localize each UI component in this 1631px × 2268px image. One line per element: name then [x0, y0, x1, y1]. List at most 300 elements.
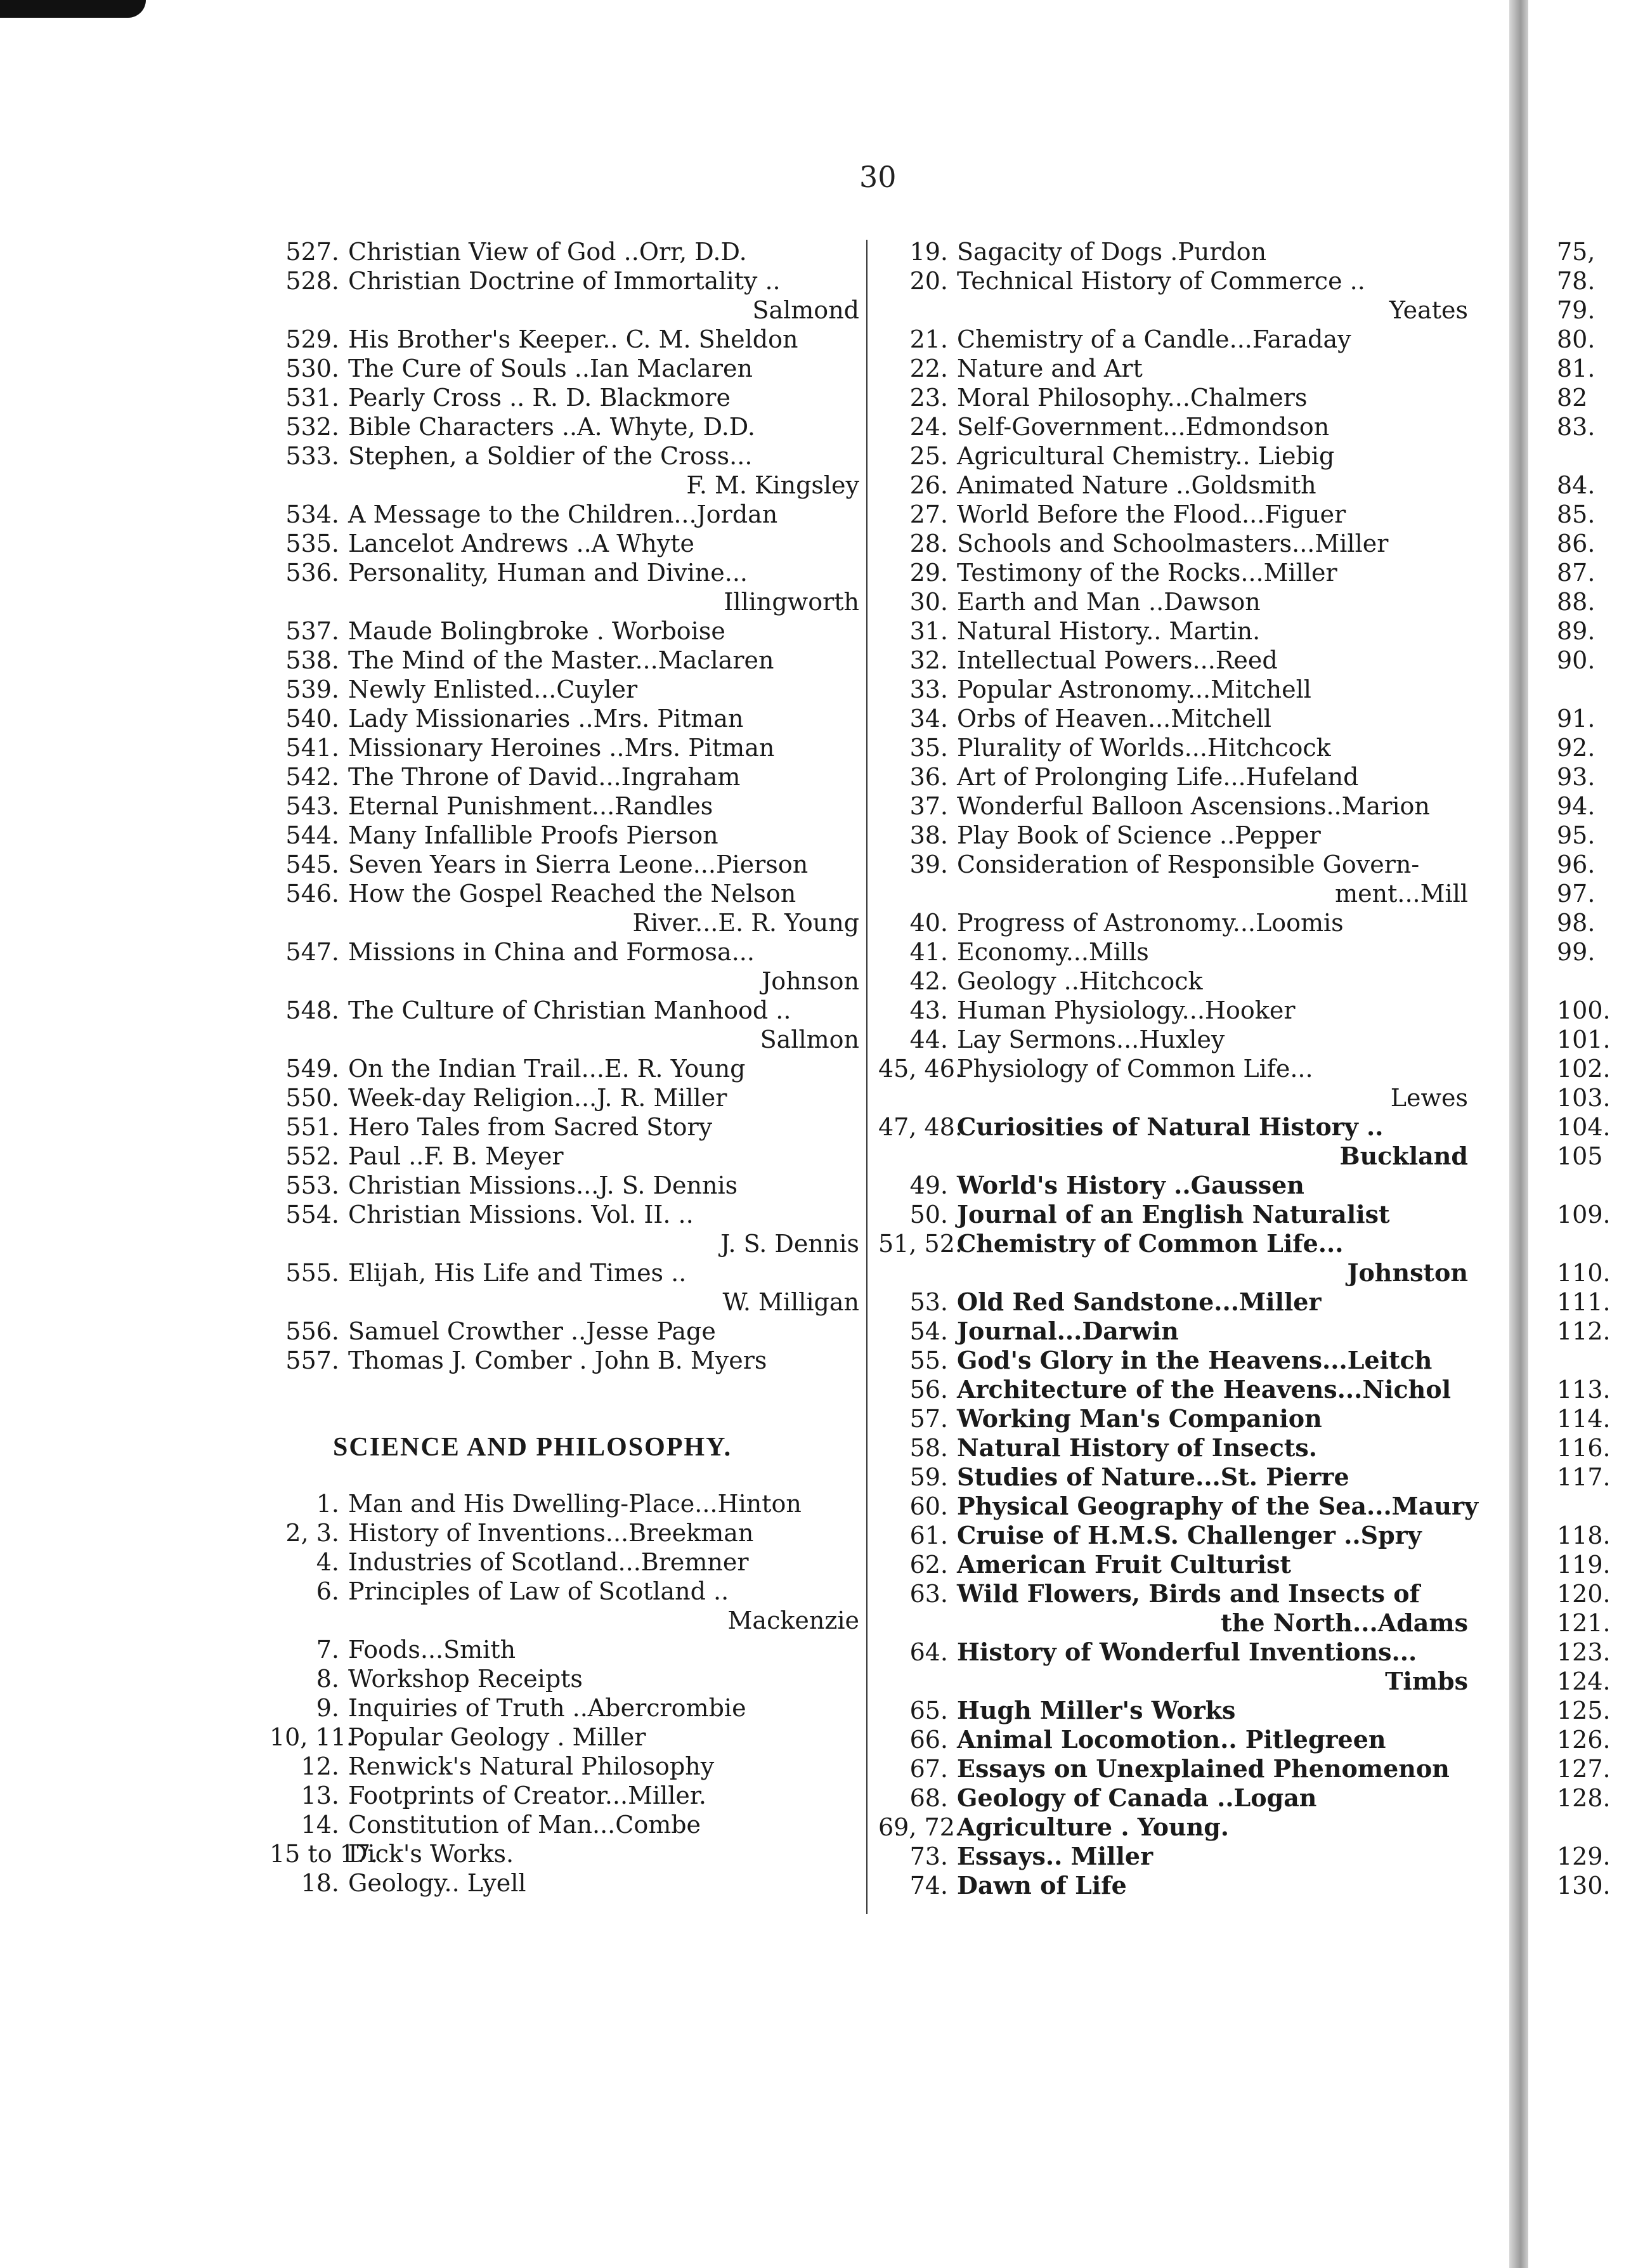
- entry-number: 33.: [909, 675, 948, 703]
- catalogue-entry: [270, 1489, 859, 1518]
- entry-title: The Cure of Souls ..Ian Maclaren: [348, 355, 753, 382]
- entry-title: Many Infallible Proofs Pierson: [348, 821, 718, 849]
- entry-title: Pearly Cross .. R. D. Blackmore: [348, 384, 731, 412]
- entry-title: Architecture of the Heavens...Nichol: [957, 1375, 1452, 1404]
- entry-title: Foods...Smith: [348, 1636, 516, 1664]
- entry-number: 59.: [909, 1463, 948, 1491]
- entry-number: 44.: [909, 1026, 948, 1053]
- entry-title: How the Gospel Reached the Nelson: [348, 880, 796, 908]
- cut-off-entry-number: 105: [1557, 1142, 1603, 1170]
- entry-number: 545.: [285, 850, 339, 878]
- catalogue-entry: [878, 1871, 1468, 1900]
- entry-number: 535.: [285, 530, 339, 557]
- catalogue-entry: [878, 1463, 1468, 1492]
- entry-number: 26.: [909, 471, 948, 499]
- cut-off-entry-number: 127.: [1557, 1755, 1611, 1783]
- entry-number: 51, 52.: [878, 1230, 963, 1258]
- entry-title: Economy...Mills: [957, 938, 1149, 966]
- catalogue-entry: [878, 441, 1468, 471]
- catalogue-entry: [270, 529, 859, 558]
- entry-number: 50.: [909, 1201, 948, 1228]
- catalogue-entry: [878, 1725, 1468, 1754]
- catalogue-entry: [878, 587, 1468, 616]
- catalogue-entry: [878, 1433, 1468, 1463]
- cut-off-entry-number: [1557, 441, 1631, 471]
- entry-number: 40.: [909, 909, 948, 937]
- entry-title: Journal...Darwin: [957, 1317, 1179, 1345]
- catalogue-entry: [878, 733, 1468, 762]
- cut-off-entry-number: 112.: [1557, 1317, 1611, 1345]
- cut-off-entry-number: 91.: [1557, 705, 1595, 733]
- entry-number: 2, 3.: [285, 1519, 339, 1547]
- entry-number: 23.: [909, 384, 948, 412]
- catalogue-entry: [270, 1142, 859, 1171]
- cut-off-entry-number: 89.: [1557, 617, 1595, 645]
- entry-number: 551.: [285, 1113, 339, 1141]
- catalogue-entry: [270, 616, 859, 646]
- entry-title: Stephen, a Soldier of the Cross...: [348, 442, 753, 470]
- cut-off-entry-number: [1557, 1492, 1631, 1521]
- entry-number: 15 to 17.: [270, 1840, 379, 1868]
- catalogue-entry: [878, 1200, 1468, 1229]
- cut-off-entry-number: 75,: [1557, 238, 1595, 266]
- cut-off-entry-number: [1557, 675, 1631, 704]
- entry-number: 41.: [909, 938, 948, 966]
- entry-title: Maude Bolingbroke . Worboise: [348, 617, 725, 645]
- catalogue-entry: [270, 1083, 859, 1112]
- middle-column: [878, 237, 1479, 1900]
- entry-title: Intellectual Powers...Reed: [957, 646, 1278, 674]
- entry-author-continuation: Lewes: [1390, 1084, 1468, 1112]
- entry-title: Popular Astronomy...Mitchell: [957, 675, 1311, 703]
- entry-title: His Brother's Keeper.. C. M. Sheldon: [348, 325, 798, 353]
- cut-off-entry-number: 109.: [1557, 1201, 1611, 1228]
- catalogue-entry: [270, 1518, 859, 1548]
- entry-author-continuation: Timbs: [1385, 1667, 1468, 1695]
- entry-title: Earth and Man ..Dawson: [957, 588, 1261, 616]
- catalogue-entry: [270, 821, 859, 850]
- entry-number: 22.: [909, 355, 948, 382]
- cut-off-entry-number: 117.: [1557, 1463, 1611, 1491]
- entry-author-continuation: Sallmon: [760, 1026, 859, 1053]
- entry-title: Cruise of H.M.S. Challenger ..Spry: [957, 1521, 1422, 1549]
- catalogue-entry: [878, 762, 1468, 792]
- entry-author-continuation: W. Milligan: [722, 1288, 859, 1316]
- entry-title: Renwick's Natural Philosophy: [348, 1752, 715, 1780]
- entry-title: Old Red Sandstone...Miller: [957, 1287, 1322, 1316]
- entry-title: Christian Missions. Vol. II. ..: [348, 1201, 694, 1228]
- catalogue-entry: [270, 237, 859, 266]
- entry-number: 542.: [285, 763, 339, 791]
- cut-off-entry-number: 121.: [1557, 1609, 1611, 1637]
- entry-number: 553.: [285, 1171, 339, 1199]
- entry-number: 12.: [301, 1752, 339, 1780]
- entry-number: 61.: [909, 1522, 948, 1549]
- catalogue-entry: [878, 1783, 1468, 1813]
- entry-title: Christian View of God ..Orr, D.D.: [348, 238, 747, 266]
- catalogue-entry: [878, 967, 1468, 996]
- entry-author-continuation: River...E. R. Young: [632, 909, 859, 937]
- catalogue-entry: [878, 646, 1468, 675]
- entry-author-continuation: ment...Mill: [1335, 880, 1468, 908]
- entry-number: 31.: [909, 617, 948, 645]
- entry-author-continuation: Johnson: [762, 967, 859, 995]
- entry-title: Wonderful Balloon Ascensions..Marion: [957, 792, 1430, 820]
- left-column: [270, 237, 859, 1898]
- cut-off-entry-number: 96.: [1557, 850, 1595, 878]
- catalogue-entry: [270, 792, 859, 821]
- entry-number: 541.: [285, 734, 339, 762]
- entry-title: Agricultural Chemistry.. Liebig: [957, 442, 1335, 470]
- cut-off-entry-number: [1557, 1171, 1631, 1200]
- entry-title: Constitution of Man...Combe: [348, 1811, 701, 1839]
- entry-title: World Before the Flood...Figuer: [957, 500, 1346, 528]
- catalogue-entry: [878, 1638, 1468, 1696]
- catalogue-entry: [270, 675, 859, 704]
- entry-number: 556.: [285, 1317, 339, 1345]
- catalogue-entry: [270, 646, 859, 675]
- entry-number: 53.: [909, 1288, 948, 1316]
- entry-title: Hero Tales from Sacred Story: [348, 1113, 713, 1141]
- entry-title: Schools and Schoolmasters...Miller: [957, 530, 1389, 557]
- entry-title: Personality, Human and Divine...: [348, 559, 748, 587]
- entry-number: 63.: [909, 1580, 948, 1608]
- cut-off-entry-number: 124.: [1557, 1667, 1611, 1695]
- entry-title: Testimony of the Rocks...Miller: [957, 559, 1337, 587]
- entry-author-continuation: Illingworth: [724, 588, 859, 616]
- entry-number: 21.: [909, 325, 948, 353]
- entry-number: 19.: [909, 238, 948, 266]
- entry-number: 54.: [909, 1317, 948, 1345]
- catalogue-entry: [270, 1723, 859, 1752]
- catalogue-entry: [878, 1404, 1468, 1433]
- cut-off-entry-number: 81.: [1557, 355, 1595, 382]
- entry-number: 45, 46.: [878, 1055, 963, 1083]
- catalogue-entry: [878, 996, 1468, 1025]
- entry-author-continuation: Mackenzie: [727, 1606, 859, 1634]
- catalogue-entry: [270, 1635, 859, 1664]
- entry-title: History of Inventions...Breekman: [348, 1519, 754, 1547]
- catalogue-entry: [878, 1696, 1468, 1725]
- cut-off-entry-number: 94.: [1557, 792, 1595, 820]
- catalogue-entry: [878, 558, 1468, 587]
- entry-number: 544.: [285, 821, 339, 849]
- entry-title: Lancelot Andrews ..A Whyte: [348, 530, 694, 557]
- entry-number: 529.: [285, 325, 339, 353]
- catalogue-entry: [270, 412, 859, 441]
- cut-off-entry-number: 119.: [1557, 1551, 1611, 1579]
- cut-off-entry-number: 113.: [1557, 1376, 1611, 1404]
- entry-title: Nature and Art: [957, 355, 1143, 382]
- entry-number: 548.: [285, 996, 339, 1024]
- entry-title: Journal of an English Naturalist: [957, 1200, 1390, 1228]
- entry-title: Samuel Crowther ..Jesse Page: [348, 1317, 716, 1345]
- catalogue-entry: [270, 762, 859, 792]
- catalogue-entry: [878, 704, 1468, 733]
- catalogue-entry: [270, 733, 859, 762]
- cut-off-entry-number: 86.: [1557, 530, 1595, 557]
- entry-title: Paul ..F. B. Meyer: [348, 1142, 564, 1170]
- entry-title: Elijah, His Life and Times ..: [348, 1259, 687, 1287]
- entry-title: Thomas J. Comber . John B. Myers: [348, 1346, 767, 1374]
- catalogue-entry: [270, 1258, 859, 1317]
- entry-title: Essays.. Miller: [957, 1842, 1153, 1870]
- cut-off-entry-number: 110.: [1557, 1259, 1611, 1287]
- cut-off-entry-number: 79.: [1557, 296, 1595, 324]
- catalogue-entry: [878, 500, 1468, 529]
- entry-number: 555.: [285, 1259, 339, 1287]
- catalogue-entry: [878, 675, 1468, 704]
- entry-author-continuation: F. M. Kingsley: [686, 471, 859, 499]
- entry-title: Man and His Dwelling-Place...Hinton: [348, 1490, 802, 1518]
- section-heading: SCIENCE AND PHILOSOPHY.: [333, 1433, 732, 1462]
- entry-title: Progress of Astronomy...Loomis: [957, 909, 1344, 937]
- entry-number: 64.: [909, 1638, 948, 1666]
- entry-number: 68.: [909, 1784, 948, 1812]
- catalogue-entry: [270, 1171, 859, 1200]
- catalogue-entry: [878, 1287, 1468, 1317]
- entry-author-continuation: J. S. Dennis: [720, 1230, 859, 1258]
- page-number: 30: [859, 160, 897, 194]
- catalogue-entry: [270, 1548, 859, 1577]
- entry-number: 29.: [909, 559, 948, 587]
- entry-title: Geology of Canada ..Logan: [957, 1783, 1317, 1812]
- catalogue-entry: [878, 529, 1468, 558]
- entry-number: 550.: [285, 1084, 339, 1112]
- entry-title: Working Man's Companion: [957, 1404, 1322, 1433]
- cut-off-entry-number: [1557, 1813, 1631, 1842]
- entry-author-continuation: Yeates: [1389, 296, 1468, 324]
- catalogue-entry: [878, 1346, 1468, 1375]
- entry-number: 32.: [909, 646, 948, 674]
- entry-title: Christian Missions...J. S. Dennis: [348, 1171, 738, 1199]
- entry-title: Essays on Unexplained Phenomenon: [957, 1754, 1450, 1783]
- entry-title: Wild Flowers, Birds and Insects of: [957, 1579, 1420, 1608]
- entry-title: The Throne of David...Ingraham: [348, 763, 741, 791]
- cut-off-entry-number: 98.: [1557, 909, 1595, 937]
- entry-number: 18.: [301, 1869, 339, 1897]
- cut-off-entry-number: 82: [1557, 384, 1588, 412]
- entry-number: 60.: [909, 1492, 948, 1520]
- entry-title: Chemistry of Common Life...: [957, 1229, 1344, 1258]
- entry-title: Bible Characters ..A. Whyte, D.D.: [348, 413, 755, 441]
- cut-off-entry-number: 126.: [1557, 1726, 1611, 1754]
- cut-off-entry-number: 78.: [1557, 267, 1595, 295]
- entry-number: 65.: [909, 1697, 948, 1724]
- catalogue-entry: [878, 1112, 1468, 1171]
- cut-off-entry-number: 111.: [1557, 1288, 1611, 1316]
- entry-title: Sagacity of Dogs .Purdon: [957, 238, 1267, 266]
- entry-title: Industries of Scotland...Bremner: [348, 1548, 749, 1576]
- entry-number: 67.: [909, 1755, 948, 1783]
- entry-title: Week-day Religion...J. R. Miller: [348, 1084, 727, 1112]
- catalogue-entry: [878, 850, 1468, 908]
- entry-number: 554.: [285, 1201, 339, 1228]
- cut-off-entry-number: 88.: [1557, 588, 1595, 616]
- cut-off-entry-number: 101.: [1557, 1026, 1611, 1053]
- catalogue-entry: [270, 1810, 859, 1839]
- entry-number: 56.: [909, 1376, 948, 1404]
- cut-off-entry-number: 93.: [1557, 763, 1595, 791]
- catalogue-entry: [878, 237, 1468, 266]
- entry-number: 1.: [316, 1490, 339, 1518]
- entry-number: 532.: [285, 413, 339, 441]
- entry-number: 74.: [909, 1872, 948, 1900]
- entry-number: 537.: [285, 617, 339, 645]
- entry-title: Christian Doctrine of Immortality ..: [348, 267, 781, 295]
- catalogue-entry: [270, 354, 859, 383]
- catalogue-entry: [878, 616, 1468, 646]
- entry-title: Geology ..Hitchcock: [957, 967, 1203, 995]
- entry-title: Agriculture . Young.: [957, 1813, 1230, 1841]
- entry-title: Physical Geography of the Sea...Maury: [957, 1492, 1479, 1520]
- cut-off-entry-number: 123.: [1557, 1638, 1611, 1666]
- entry-number: 24.: [909, 413, 948, 441]
- entry-number: 47, 48.: [878, 1113, 963, 1141]
- entry-number: 527.: [285, 238, 339, 266]
- entry-number: 539.: [285, 675, 339, 703]
- cut-off-entry-number: 128.: [1557, 1784, 1611, 1812]
- catalogue-entry: [878, 354, 1468, 383]
- catalogue-entry: [270, 500, 859, 529]
- entry-number: 9.: [316, 1694, 339, 1722]
- entry-title: Human Physiology...Hooker: [957, 996, 1296, 1024]
- catalogue-entry: [270, 1577, 859, 1635]
- catalogue-entry: [270, 850, 859, 879]
- cut-off-entry-number: 118.: [1557, 1522, 1611, 1549]
- cut-off-entry-number: 125.: [1557, 1697, 1611, 1724]
- entry-title: Inquiries of Truth ..Abercrombie: [348, 1694, 746, 1722]
- catalogue-entry: [270, 1752, 859, 1781]
- entry-title: World's History ..Gaussen: [957, 1171, 1304, 1199]
- catalogue-entry: [878, 266, 1468, 325]
- catalogue-entry: [270, 558, 859, 616]
- entry-author-continuation: Buckland: [1339, 1142, 1468, 1170]
- entry-number: 14.: [301, 1811, 339, 1839]
- entry-number: 528.: [285, 267, 339, 295]
- entry-title: Popular Geology . Miller: [348, 1723, 646, 1751]
- catalogue-entry: [878, 383, 1468, 412]
- entry-author-continuation: Johnston: [1347, 1258, 1468, 1287]
- entry-author-continuation: the North...Adams: [1221, 1608, 1468, 1637]
- entry-number: 69, 72.: [878, 1813, 963, 1841]
- entry-number: 4.: [316, 1548, 339, 1576]
- cut-off-entry-number: 120.: [1557, 1580, 1611, 1608]
- entry-title: Lay Sermons...Huxley: [957, 1026, 1225, 1053]
- entry-number: 30.: [909, 588, 948, 616]
- entry-title: Art of Prolonging Life...Hufeland: [957, 763, 1359, 791]
- catalogue-entry: [878, 1579, 1468, 1638]
- catalogue-entry: [270, 1317, 859, 1346]
- entry-number: 28.: [909, 530, 948, 557]
- catalogue-entry: [270, 1200, 859, 1258]
- cut-off-entry-number: 129.: [1557, 1842, 1611, 1870]
- entry-title: Footprints of Creator...Miller.: [348, 1782, 706, 1809]
- cut-off-entry-number: 83.: [1557, 413, 1595, 441]
- catalogue-entry: [270, 383, 859, 412]
- entry-number: 536.: [285, 559, 339, 587]
- catalogue-entry: [270, 1346, 859, 1375]
- entry-number: 8.: [316, 1665, 339, 1693]
- entry-number: 540.: [285, 705, 339, 733]
- entry-title: On the Indian Trail...E. R. Young: [348, 1055, 746, 1083]
- cut-off-entry-number: 103.: [1557, 1084, 1611, 1112]
- cut-off-entry-number: 130.: [1557, 1872, 1611, 1900]
- entry-number: 55.: [909, 1346, 948, 1374]
- entry-title: Hugh Miller's Works: [957, 1696, 1236, 1724]
- cut-off-entry-number: 104.: [1557, 1113, 1611, 1141]
- entry-number: 39.: [909, 850, 948, 878]
- catalogue-entry: [878, 937, 1468, 967]
- catalogue-entry: [878, 1317, 1468, 1346]
- entry-number: 547.: [285, 938, 339, 966]
- catalogue-entry: [878, 1229, 1468, 1287]
- cut-off-entry-number: [1557, 1229, 1631, 1258]
- catalogue-entry: [270, 879, 859, 937]
- entry-number: 546.: [285, 880, 339, 908]
- catalogue-entry: [878, 325, 1468, 354]
- entry-title: A Message to the Children...Jordan: [348, 500, 778, 528]
- entry-title: Technical History of Commerce ..: [957, 267, 1365, 295]
- catalogue-entry: [878, 1375, 1468, 1404]
- entry-title: Natural History of Insects.: [957, 1433, 1318, 1462]
- entry-number: 34.: [909, 705, 948, 733]
- entry-title: Eternal Punishment...Randles: [348, 792, 713, 820]
- entry-title: Plurality of Worlds...Hitchcock: [957, 734, 1331, 762]
- catalogue-entry: [270, 1839, 859, 1868]
- catalogue-entry: [878, 1171, 1468, 1200]
- entry-title: Principles of Law of Scotland ..: [348, 1577, 729, 1605]
- entry-title: Studies of Nature...St. Pierre: [957, 1463, 1349, 1491]
- entry-title: Missionary Heroines ..Mrs. Pitman: [348, 734, 775, 762]
- entry-title: Seven Years in Sierra Leone...Pierson: [348, 850, 809, 878]
- entry-title: Consideration of Responsible Govern-: [957, 850, 1420, 878]
- cut-off-entry-number: 116.: [1557, 1434, 1611, 1462]
- cut-off-entry-number: 87.: [1557, 559, 1595, 587]
- entry-number: 62.: [909, 1551, 948, 1579]
- entry-number: 27.: [909, 500, 948, 528]
- cut-off-entry-number: 85.: [1557, 500, 1595, 528]
- cut-off-entry-number: 95.: [1557, 821, 1595, 849]
- entry-author-continuation: Salmond: [752, 296, 859, 324]
- entry-number: 43.: [909, 996, 948, 1024]
- catalogue-entry: [270, 441, 859, 500]
- cut-off-entry-number: 80.: [1557, 325, 1595, 353]
- entry-number: 538.: [285, 646, 339, 674]
- entry-title: Newly Enlisted...Cuyler: [348, 675, 638, 703]
- entry-number: 530.: [285, 355, 339, 382]
- scan-edge-mark: [0, 0, 146, 18]
- entry-title: Workshop Receipts: [348, 1665, 583, 1693]
- entry-title: Lady Missionaries ..Mrs. Pitman: [348, 705, 744, 733]
- catalogue-entry: [878, 792, 1468, 821]
- entry-title: Missions in China and Formosa...: [348, 938, 755, 966]
- cut-off-entry-number: 114.: [1557, 1405, 1611, 1433]
- entry-title: Dick's Works.: [348, 1840, 514, 1868]
- cut-off-entry-number: [1557, 1346, 1631, 1375]
- catalogue-entry: [878, 1025, 1468, 1054]
- entry-number: 13.: [301, 1782, 339, 1809]
- catalogue-entry: [270, 1112, 859, 1142]
- catalogue-entry: [270, 937, 859, 996]
- entry-title: God's Glory in the Heavens...Leitch: [957, 1346, 1433, 1374]
- entry-number: 7.: [316, 1636, 339, 1664]
- entry-number: 38.: [909, 821, 948, 849]
- entry-title: Moral Philosophy...Chalmers: [957, 384, 1308, 412]
- catalogue-entry: [878, 1054, 1468, 1112]
- page-gutter: [1509, 0, 1528, 2268]
- catalogue-entry: [878, 412, 1468, 441]
